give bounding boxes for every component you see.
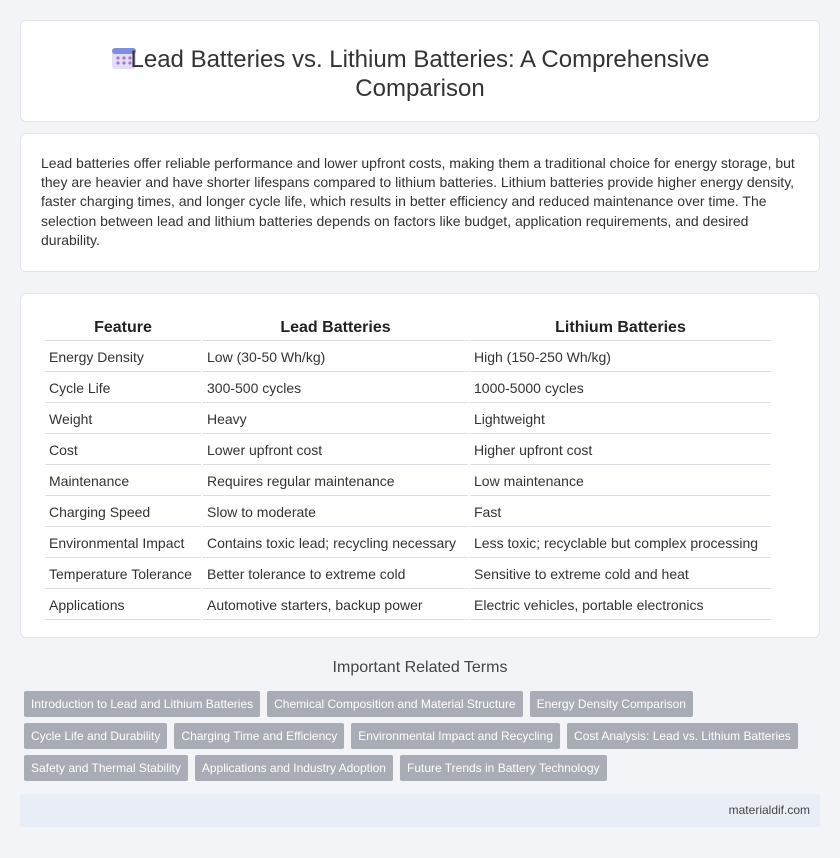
related-term-tag[interactable]: Future Trends in Battery Technology bbox=[400, 755, 607, 781]
related-term-tag[interactable]: Cost Analysis: Lead vs. Lithium Batteries bbox=[567, 723, 798, 749]
table-cell: Slow to moderate bbox=[203, 498, 468, 527]
related-term-tag[interactable]: Charging Time and Efficiency bbox=[174, 723, 344, 749]
table-row bbox=[45, 343, 771, 372]
page-title: Lead Batteries vs. Lithium Batteries: A Comprehensive Comparison bbox=[130, 46, 710, 102]
table-cell: Heavy bbox=[203, 405, 468, 434]
table-cell: Cost bbox=[45, 436, 201, 465]
table-cell: Requires regular maintenance bbox=[203, 467, 468, 496]
table-cell: Low (30-50 Wh/kg) bbox=[203, 343, 468, 372]
table-cell: Contains toxic lead; recycling necessary bbox=[203, 529, 468, 558]
table-row bbox=[45, 467, 771, 496]
table-row bbox=[45, 405, 771, 434]
table-cell: Temperature Tolerance bbox=[45, 560, 201, 589]
column-header-lithium: Lithium Batteries bbox=[470, 316, 771, 341]
table-cell: Energy Density bbox=[45, 343, 201, 372]
table-cell: Weight bbox=[45, 405, 201, 434]
related-terms-list bbox=[24, 691, 824, 787]
table-cell: Less toxic; recyclable but complex processing bbox=[470, 529, 771, 558]
related-terms-heading: Important Related Terms bbox=[332, 659, 508, 676]
comparison-table-card bbox=[20, 293, 820, 638]
table-cell: 300-500 cycles bbox=[203, 374, 468, 403]
related-term-tag[interactable]: Environmental Impact and Recycling bbox=[351, 723, 560, 749]
table-row bbox=[45, 374, 771, 403]
table-cell: 1000-5000 cycles bbox=[470, 374, 771, 403]
related-term-tag[interactable]: Safety and Thermal Stability bbox=[24, 755, 188, 781]
intro-paragraph: Lead batteries offer reliable performance and lower upfront costs, making them a traditional choice for energy storage, but they are heavier and have shorter lifespans compared to lithium batteries. Lithium batteries provide higher energy density, faster charging times, and longer cycle life, which results in better efficiency and reduced maintenance over time. The selection between lead and lithium batteries depends on factors like budget, application requirements, and desired durability. bbox=[41, 155, 795, 248]
related-term-tag[interactable]: Applications and Industry Adoption bbox=[195, 755, 393, 781]
table-header-row bbox=[45, 316, 771, 341]
table-cell: Higher upfront cost bbox=[470, 436, 771, 465]
table-cell: Lightweight bbox=[470, 405, 771, 434]
related-term-tag[interactable]: Energy Density Comparison bbox=[530, 691, 693, 717]
table-row bbox=[45, 591, 771, 620]
table-cell: High (150-250 Wh/kg) bbox=[470, 343, 771, 372]
table-cell: Better tolerance to extreme cold bbox=[203, 560, 468, 589]
title-card bbox=[20, 20, 820, 122]
table-cell: Environmental Impact bbox=[45, 529, 201, 558]
table-cell: Automotive starters, backup power bbox=[203, 591, 468, 620]
table-cell: Charging Speed bbox=[45, 498, 201, 527]
table-cell: Cycle Life bbox=[45, 374, 201, 403]
table-cell: Maintenance bbox=[45, 467, 201, 496]
related-term-tag[interactable]: Cycle Life and Durability bbox=[24, 723, 167, 749]
intro-card bbox=[20, 133, 820, 272]
table-row bbox=[45, 560, 771, 589]
footer bbox=[20, 794, 820, 827]
table-row bbox=[45, 529, 771, 558]
table-cell: Applications bbox=[45, 591, 201, 620]
table-row bbox=[45, 498, 771, 527]
comparison-table bbox=[43, 314, 773, 622]
table-cell: Fast bbox=[470, 498, 771, 527]
table-cell: Low maintenance bbox=[470, 467, 771, 496]
column-header-feature: Feature bbox=[45, 316, 201, 341]
table-row bbox=[45, 436, 771, 465]
table-cell: Electric vehicles, portable electronics bbox=[470, 591, 771, 620]
column-header-lead: Lead Batteries bbox=[203, 316, 468, 341]
related-term-tag[interactable]: Chemical Composition and Material Structure bbox=[267, 691, 522, 717]
related-term-tag[interactable]: Introduction to Lead and Lithium Batteries bbox=[24, 691, 260, 717]
table-cell: Lower upfront cost bbox=[203, 436, 468, 465]
footer-site-link[interactable]: materialdif.com bbox=[728, 803, 810, 817]
table-cell: Sensitive to extreme cold and heat bbox=[470, 560, 771, 589]
